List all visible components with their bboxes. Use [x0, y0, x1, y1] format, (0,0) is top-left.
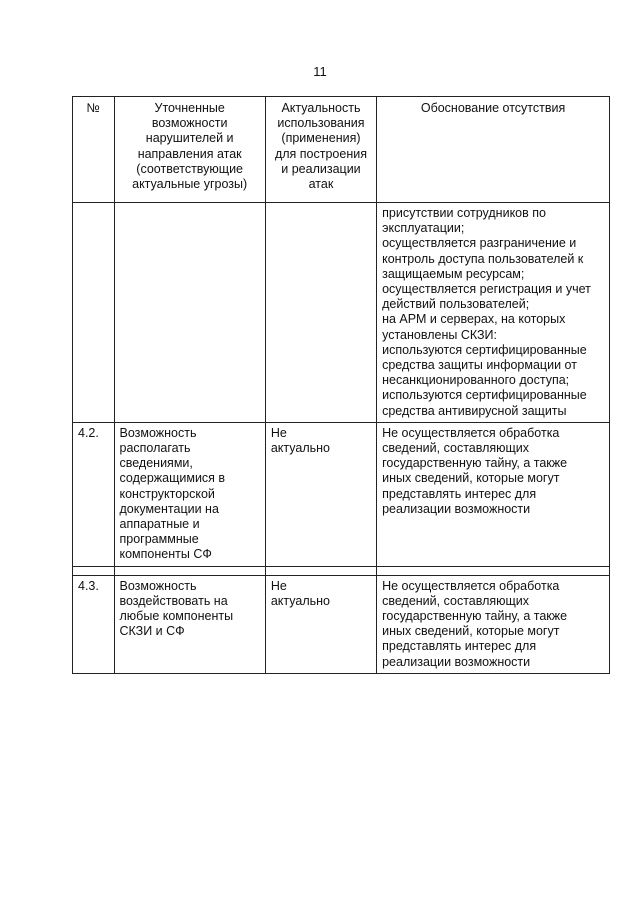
separator-cell [114, 566, 265, 575]
text-line: действий пользователей; [382, 297, 530, 312]
text-line: осуществляется регистрация и учет [382, 282, 591, 297]
text-line: СКЗИ и СФ [119, 624, 185, 639]
text-line: установлены СКЗИ: [382, 327, 497, 342]
text-line: компоненты СФ [119, 547, 212, 562]
table-header-row [73, 97, 610, 203]
text-line: используются сертифицированные [382, 342, 587, 357]
text-line: государственную тайну, а также [382, 456, 568, 471]
text-line: документации на [119, 501, 219, 516]
page-number: 11 [313, 64, 327, 79]
header-line: актуальные угрозы) [132, 177, 248, 192]
text-line: сведениями, [119, 456, 193, 471]
text-line: представлять интерес для [382, 639, 537, 654]
cell-number [73, 203, 115, 423]
text-line: несанкционированного доступа; [382, 373, 570, 388]
text-line: аппаратные и [119, 517, 200, 532]
text-line: Не [270, 425, 287, 440]
threat-table [72, 96, 610, 674]
header-relevance [265, 97, 376, 203]
separator-cell [377, 566, 610, 575]
text-line: Возможность [119, 578, 197, 593]
cell-capability [114, 575, 265, 673]
text-line: государственную тайну, а также [382, 609, 568, 624]
cell-justification [377, 422, 610, 566]
cell-relevance [265, 203, 376, 423]
header-line: использования [277, 116, 365, 131]
text-line: сведений, составляющих [382, 593, 530, 608]
text-line: используются сертифицированные [382, 388, 587, 403]
text-line: Возможность [119, 425, 197, 440]
text-line: любые компоненты [119, 609, 234, 624]
text-line: Не осуществляется обработка [382, 425, 560, 440]
text-line: иных сведений, которые могут [382, 624, 560, 639]
text-line: актуально [270, 593, 330, 608]
text-line: эксплуатации; [382, 221, 465, 236]
text-line: Не осуществляется обработка [382, 578, 560, 593]
text-line: реализации возможности [382, 501, 531, 516]
cell-number: 4.2. [73, 422, 115, 566]
cell-relevance [265, 575, 376, 673]
header-line: (применения) [281, 131, 361, 146]
text-line: защищаемым ресурсам; [382, 266, 525, 281]
header-number: № [73, 97, 115, 203]
header-capabilities [114, 97, 265, 203]
header-line: нарушителей и [145, 131, 234, 146]
text-line: иных сведений, которые могут [382, 471, 560, 486]
text-line: сведений, составляющих [382, 441, 530, 456]
text-line: конструкторской [119, 486, 215, 501]
cell-justification [377, 203, 610, 423]
cell-justification [377, 575, 610, 673]
cell-relevance [265, 422, 376, 566]
text-line: программные [119, 532, 199, 547]
row-separator [73, 566, 610, 575]
text-line: на АРМ и серверах, на которых [382, 312, 566, 327]
table-row-4-2 [73, 422, 610, 566]
text-line: присутствии сотрудников по [382, 206, 546, 220]
header-justification: Обоснование отсутствия [377, 97, 610, 203]
separator-cell [73, 566, 115, 575]
text-line: средства защиты информации от [382, 358, 577, 373]
cell-capability [114, 422, 265, 566]
separator-cell [265, 566, 376, 575]
text-line: реализации возможности [382, 654, 531, 669]
header-line: Уточненные [154, 101, 225, 115]
header-line: атак [308, 177, 334, 192]
text-line: воздействовать на [119, 593, 228, 608]
cell-capability [114, 203, 265, 423]
header-line: направления атак [137, 146, 242, 161]
text-line: Не [270, 578, 287, 593]
text-line: осуществляется разграничение и [382, 236, 577, 251]
header-line: возможности [151, 116, 228, 131]
text-line: актуально [270, 441, 330, 456]
header-line: и реализации [281, 161, 361, 176]
table-row-continuation [73, 203, 610, 423]
text-line: представлять интерес для [382, 486, 537, 501]
text-line: содержащимися в [119, 471, 226, 486]
cell-number: 4.3. [73, 575, 115, 673]
text-line: располагать [119, 441, 191, 456]
header-line: Актуальность [281, 101, 361, 115]
table-row-4-3 [73, 575, 610, 673]
text-line: контроль доступа пользователей к [382, 251, 584, 266]
text-line: средства антивирусной защиты [382, 403, 567, 418]
header-line: для построения [274, 146, 367, 161]
header-line: (соответствующие [136, 161, 244, 176]
